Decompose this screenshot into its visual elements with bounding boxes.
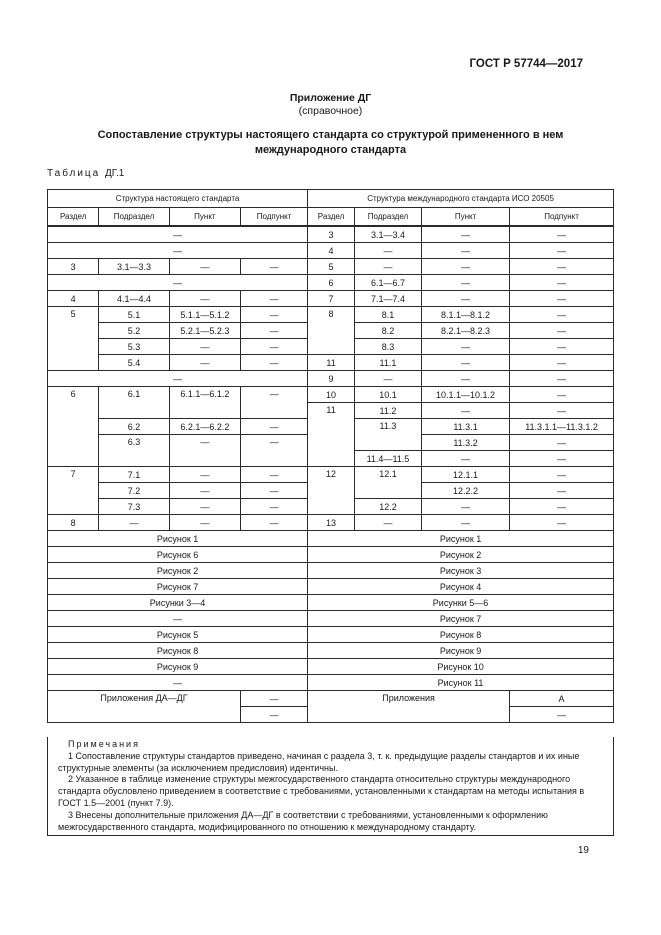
table-cell: 11.4—11.5 bbox=[354, 451, 421, 467]
table-row bbox=[48, 467, 614, 483]
table-cell: А bbox=[510, 691, 614, 707]
table-cell: 6.2 bbox=[99, 419, 169, 435]
table-row bbox=[48, 259, 614, 275]
appendix-subtitle: (справочное) bbox=[298, 105, 363, 117]
table-cell: 3.1—3.3 bbox=[99, 259, 169, 275]
table-cell: — bbox=[241, 707, 308, 723]
table-cell: — bbox=[169, 291, 240, 307]
table-cell: 4 bbox=[308, 243, 355, 259]
figure-cell-international: Рисунок 9 bbox=[308, 643, 614, 659]
col-header: Подпункт bbox=[510, 208, 614, 227]
table-cell: — bbox=[510, 275, 614, 291]
table-cell: 11.3.1.1—11.3.1.2 bbox=[510, 419, 614, 435]
table-cell: — bbox=[241, 291, 308, 307]
table-cell: 7.1—7.4 bbox=[354, 291, 421, 307]
table-cell: — bbox=[354, 259, 421, 275]
table-cell: — bbox=[421, 371, 509, 387]
figure-cell-international: Рисунок 3 bbox=[308, 563, 614, 579]
table-cell: — bbox=[421, 243, 509, 259]
table-cell: — bbox=[241, 515, 308, 531]
table-cell: — bbox=[421, 275, 509, 291]
note-item: 3 Внесены дополнительные приложения ДА—ДГ в соответствии с требованиями, установленными к оформлению межгосударственного стандарта, модифицированного по отношению к международному стандарту. bbox=[58, 809, 548, 832]
table-row bbox=[48, 291, 614, 307]
table-cell: 5.2.1—5.2.3 bbox=[169, 323, 240, 339]
table-cell: 8.2 bbox=[354, 323, 421, 339]
table-cell: 8.1 bbox=[354, 307, 421, 323]
table-cell: — bbox=[510, 323, 614, 339]
figure-row bbox=[48, 531, 614, 547]
column-header-row bbox=[48, 208, 614, 227]
figure-cell-international: Рисунок 8 bbox=[308, 627, 614, 643]
figure-row bbox=[48, 547, 614, 563]
table-cell: 7.1 bbox=[99, 467, 169, 483]
figure-row bbox=[48, 611, 614, 627]
comparison-title-line1: Сопоставление структуры настоящего стандарта со структурой примененного в нем bbox=[97, 129, 564, 141]
table-cell: 6 bbox=[308, 275, 355, 291]
table-label-prefix: Таблица bbox=[47, 168, 101, 179]
table-cell: — bbox=[510, 387, 614, 403]
figure-cell-national: Рисунки 3—4 bbox=[48, 595, 308, 611]
table-cell: — bbox=[421, 226, 509, 243]
figure-row bbox=[48, 563, 614, 579]
table-cell: 10.1 bbox=[354, 387, 421, 403]
comparison-title bbox=[60, 128, 601, 158]
table-cell: 11 bbox=[308, 355, 355, 371]
appendix-title: Приложение ДГ bbox=[289, 92, 372, 104]
table-cell: — bbox=[510, 259, 614, 275]
table-cell: 12.2 bbox=[354, 499, 421, 515]
group-header-row bbox=[48, 190, 614, 208]
col-header: Пункт bbox=[421, 208, 509, 227]
table-cell: — bbox=[421, 355, 509, 371]
table-cell: — bbox=[510, 243, 614, 259]
table-cell: — bbox=[241, 339, 308, 355]
table-cell: — bbox=[169, 483, 240, 499]
table-row bbox=[48, 387, 614, 403]
figure-row bbox=[48, 579, 614, 595]
table-cell: — bbox=[169, 467, 240, 483]
table-row bbox=[48, 515, 614, 531]
table-cell: — bbox=[169, 259, 240, 275]
table-cell: — bbox=[510, 451, 614, 467]
table-cell: — bbox=[510, 483, 614, 499]
table-cell: — bbox=[48, 275, 308, 291]
figure-cell-national: — bbox=[48, 675, 308, 691]
table-cell: 10 bbox=[308, 387, 355, 403]
table-cell: — bbox=[421, 403, 509, 419]
table-cell: — bbox=[421, 291, 509, 307]
table-cell: 11.2 bbox=[354, 403, 421, 419]
table-cell: 6.3 bbox=[99, 435, 169, 467]
table-cell: — bbox=[510, 435, 614, 451]
table-cell: 7 bbox=[308, 291, 355, 307]
table-cell: — bbox=[510, 403, 614, 419]
table-cell: 10.1.1—10.1.2 bbox=[421, 387, 509, 403]
table-cell: — bbox=[510, 339, 614, 355]
table-cell: 7.3 bbox=[99, 499, 169, 515]
table-cell: 3 bbox=[48, 259, 99, 275]
table-cell: — bbox=[48, 226, 308, 243]
table-cell: — bbox=[510, 499, 614, 515]
table-cell: 12 bbox=[308, 467, 355, 515]
table-cell: 8 bbox=[48, 515, 99, 531]
figure-cell-international: Рисунок 2 bbox=[308, 547, 614, 563]
table-cell: 12.1.1 bbox=[421, 467, 509, 483]
table-row bbox=[48, 243, 614, 259]
table-cell: 4 bbox=[48, 291, 99, 307]
col-header: Пункт bbox=[169, 208, 240, 227]
table-label-number: ДГ.1 bbox=[105, 168, 125, 179]
figure-row bbox=[48, 627, 614, 643]
table-cell: 4.1—4.4 bbox=[99, 291, 169, 307]
table-cell: 6 bbox=[48, 387, 99, 467]
appendix-cell-international: Приложения bbox=[308, 691, 510, 723]
table-cell: 6.1—6.7 bbox=[354, 275, 421, 291]
table-cell: — bbox=[241, 307, 308, 323]
table-cell: — bbox=[421, 259, 509, 275]
table-cell: — bbox=[241, 387, 308, 419]
table-cell: — bbox=[99, 515, 169, 531]
note-item: 1 Сопоставление структуры стандартов приведено, начиная с раздела 3, т. к. предыдущие разделы стандартов и их иные структурные элементы (за исключением предисловия) идентичны. bbox=[58, 750, 580, 773]
col-header: Раздел bbox=[308, 208, 355, 227]
figure-cell-national: Рисунок 1 bbox=[48, 531, 308, 547]
table-cell: — bbox=[510, 307, 614, 323]
table-cell: 11.1 bbox=[354, 355, 421, 371]
table-label bbox=[47, 168, 124, 179]
table-cell: 3.1—3.4 bbox=[354, 226, 421, 243]
table-cell: — bbox=[48, 243, 308, 259]
table-cell: — bbox=[241, 483, 308, 499]
table-cell: — bbox=[354, 371, 421, 387]
col-header: Подпункт bbox=[241, 208, 308, 227]
page-number: 19 bbox=[577, 845, 589, 856]
table-row bbox=[48, 307, 614, 323]
table-cell: 8.1.1—8.1.2 bbox=[421, 307, 509, 323]
table-cell: 5.4 bbox=[99, 355, 169, 371]
table-cell: — bbox=[510, 707, 614, 723]
table-cell: — bbox=[169, 499, 240, 515]
table-cell: — bbox=[169, 435, 240, 467]
figure-cell-international: Рисунок 4 bbox=[308, 579, 614, 595]
comparison-title-line2: международного стандарта bbox=[254, 144, 407, 156]
table-cell: — bbox=[241, 435, 308, 467]
table-cell: 11.3.1 bbox=[421, 419, 509, 435]
table-cell: — bbox=[421, 339, 509, 355]
figure-cell-national: — bbox=[48, 611, 308, 627]
table-cell: 8.2.1—8.2.3 bbox=[421, 323, 509, 339]
table-cell: — bbox=[510, 355, 614, 371]
table-cell: — bbox=[510, 515, 614, 531]
table-cell: — bbox=[169, 515, 240, 531]
figure-row bbox=[48, 643, 614, 659]
notes-section bbox=[47, 737, 614, 836]
notes-title: Примечания bbox=[68, 739, 140, 749]
table-cell: — bbox=[241, 419, 308, 435]
col-header: Подраздел bbox=[354, 208, 421, 227]
table-cell: 7.2 bbox=[99, 483, 169, 499]
table-cell: 5.1.1—5.1.2 bbox=[169, 307, 240, 323]
table-cell: 5 bbox=[308, 259, 355, 275]
figure-cell-international: Рисунок 7 bbox=[308, 611, 614, 627]
structure-comparison-table bbox=[47, 189, 614, 723]
figure-row bbox=[48, 659, 614, 675]
table-cell: — bbox=[48, 371, 308, 387]
table-cell: — bbox=[510, 226, 614, 243]
table-cell: — bbox=[510, 291, 614, 307]
group-header-international: Структура международного стандарта ИСО 20505 bbox=[308, 190, 614, 208]
table-cell: 6.1.1—6.1.2 bbox=[169, 387, 240, 419]
table-cell: — bbox=[169, 355, 240, 371]
table-row bbox=[48, 226, 614, 243]
table-cell: — bbox=[510, 467, 614, 483]
table-cell: — bbox=[241, 355, 308, 371]
table-cell: — bbox=[421, 515, 509, 531]
figure-cell-international: Рисунок 10 bbox=[308, 659, 614, 675]
table-cell: — bbox=[510, 371, 614, 387]
table-cell: — bbox=[421, 451, 509, 467]
table-cell: — bbox=[421, 499, 509, 515]
table-cell: 11.3.2 bbox=[421, 435, 509, 451]
figure-cell-national: Рисунок 7 bbox=[48, 579, 308, 595]
appendix-row bbox=[48, 691, 614, 707]
document-code: ГОСТ Р 57744—2017 bbox=[469, 58, 583, 70]
table-cell: 8 bbox=[308, 307, 355, 355]
table-cell: — bbox=[354, 515, 421, 531]
table-cell: 7 bbox=[48, 467, 99, 515]
table-cell: 8.3 bbox=[354, 339, 421, 355]
table-row bbox=[48, 371, 614, 387]
figure-cell-international: Рисунок 11 bbox=[308, 675, 614, 691]
table-cell: 13 bbox=[308, 515, 355, 531]
figure-cell-national: Рисунок 5 bbox=[48, 627, 308, 643]
note-item: 2 Указанное в таблице изменение структуры межгосударственного стандарта относительно структуры международного стандарта обусловлено приведением в соответствие с требованиями, установленными к стандартам на методы испытания в ГОСТ 1.5—2001 (пункт 7.9). bbox=[58, 774, 585, 808]
group-header-national: Структура настоящего стандарта bbox=[48, 190, 308, 208]
figure-cell-international: Рисунки 5—6 bbox=[308, 595, 614, 611]
table-cell: 9 bbox=[308, 371, 355, 387]
table-cell: 5 bbox=[48, 307, 99, 371]
table-cell: — bbox=[241, 323, 308, 339]
table-cell: 6.1 bbox=[99, 387, 169, 419]
table-cell: 11.3 bbox=[354, 419, 421, 451]
table-cell: 6.2.1—6.2.2 bbox=[169, 419, 240, 435]
table-cell: 5.3 bbox=[99, 339, 169, 355]
table-row bbox=[48, 355, 614, 371]
table-cell: 3 bbox=[308, 226, 355, 243]
figure-cell-national: Рисунок 8 bbox=[48, 643, 308, 659]
figure-row bbox=[48, 675, 614, 691]
col-header: Подраздел bbox=[99, 208, 169, 227]
table-cell: 5.1 bbox=[99, 307, 169, 323]
table-cell: 12.2.2 bbox=[421, 483, 509, 499]
table-cell: — bbox=[241, 467, 308, 483]
figure-cell-national: Рисунок 6 bbox=[48, 547, 308, 563]
table-row bbox=[48, 275, 614, 291]
table-cell: — bbox=[241, 499, 308, 515]
col-header: Раздел bbox=[48, 208, 99, 227]
table-cell: — bbox=[354, 243, 421, 259]
table-cell: 11 bbox=[308, 403, 355, 467]
table-cell: — bbox=[241, 259, 308, 275]
table-cell: 12.1 bbox=[354, 467, 421, 499]
table-cell: — bbox=[241, 691, 308, 707]
figure-cell-international: Рисунок 1 bbox=[308, 531, 614, 547]
figure-cell-national: Рисунок 9 bbox=[48, 659, 308, 675]
figure-cell-national: Рисунок 2 bbox=[48, 563, 308, 579]
figure-row bbox=[48, 595, 614, 611]
table-cell: 5.2 bbox=[99, 323, 169, 339]
table-cell: — bbox=[169, 339, 240, 355]
appendix-cell-national: Приложения ДА—ДГ bbox=[48, 691, 241, 723]
